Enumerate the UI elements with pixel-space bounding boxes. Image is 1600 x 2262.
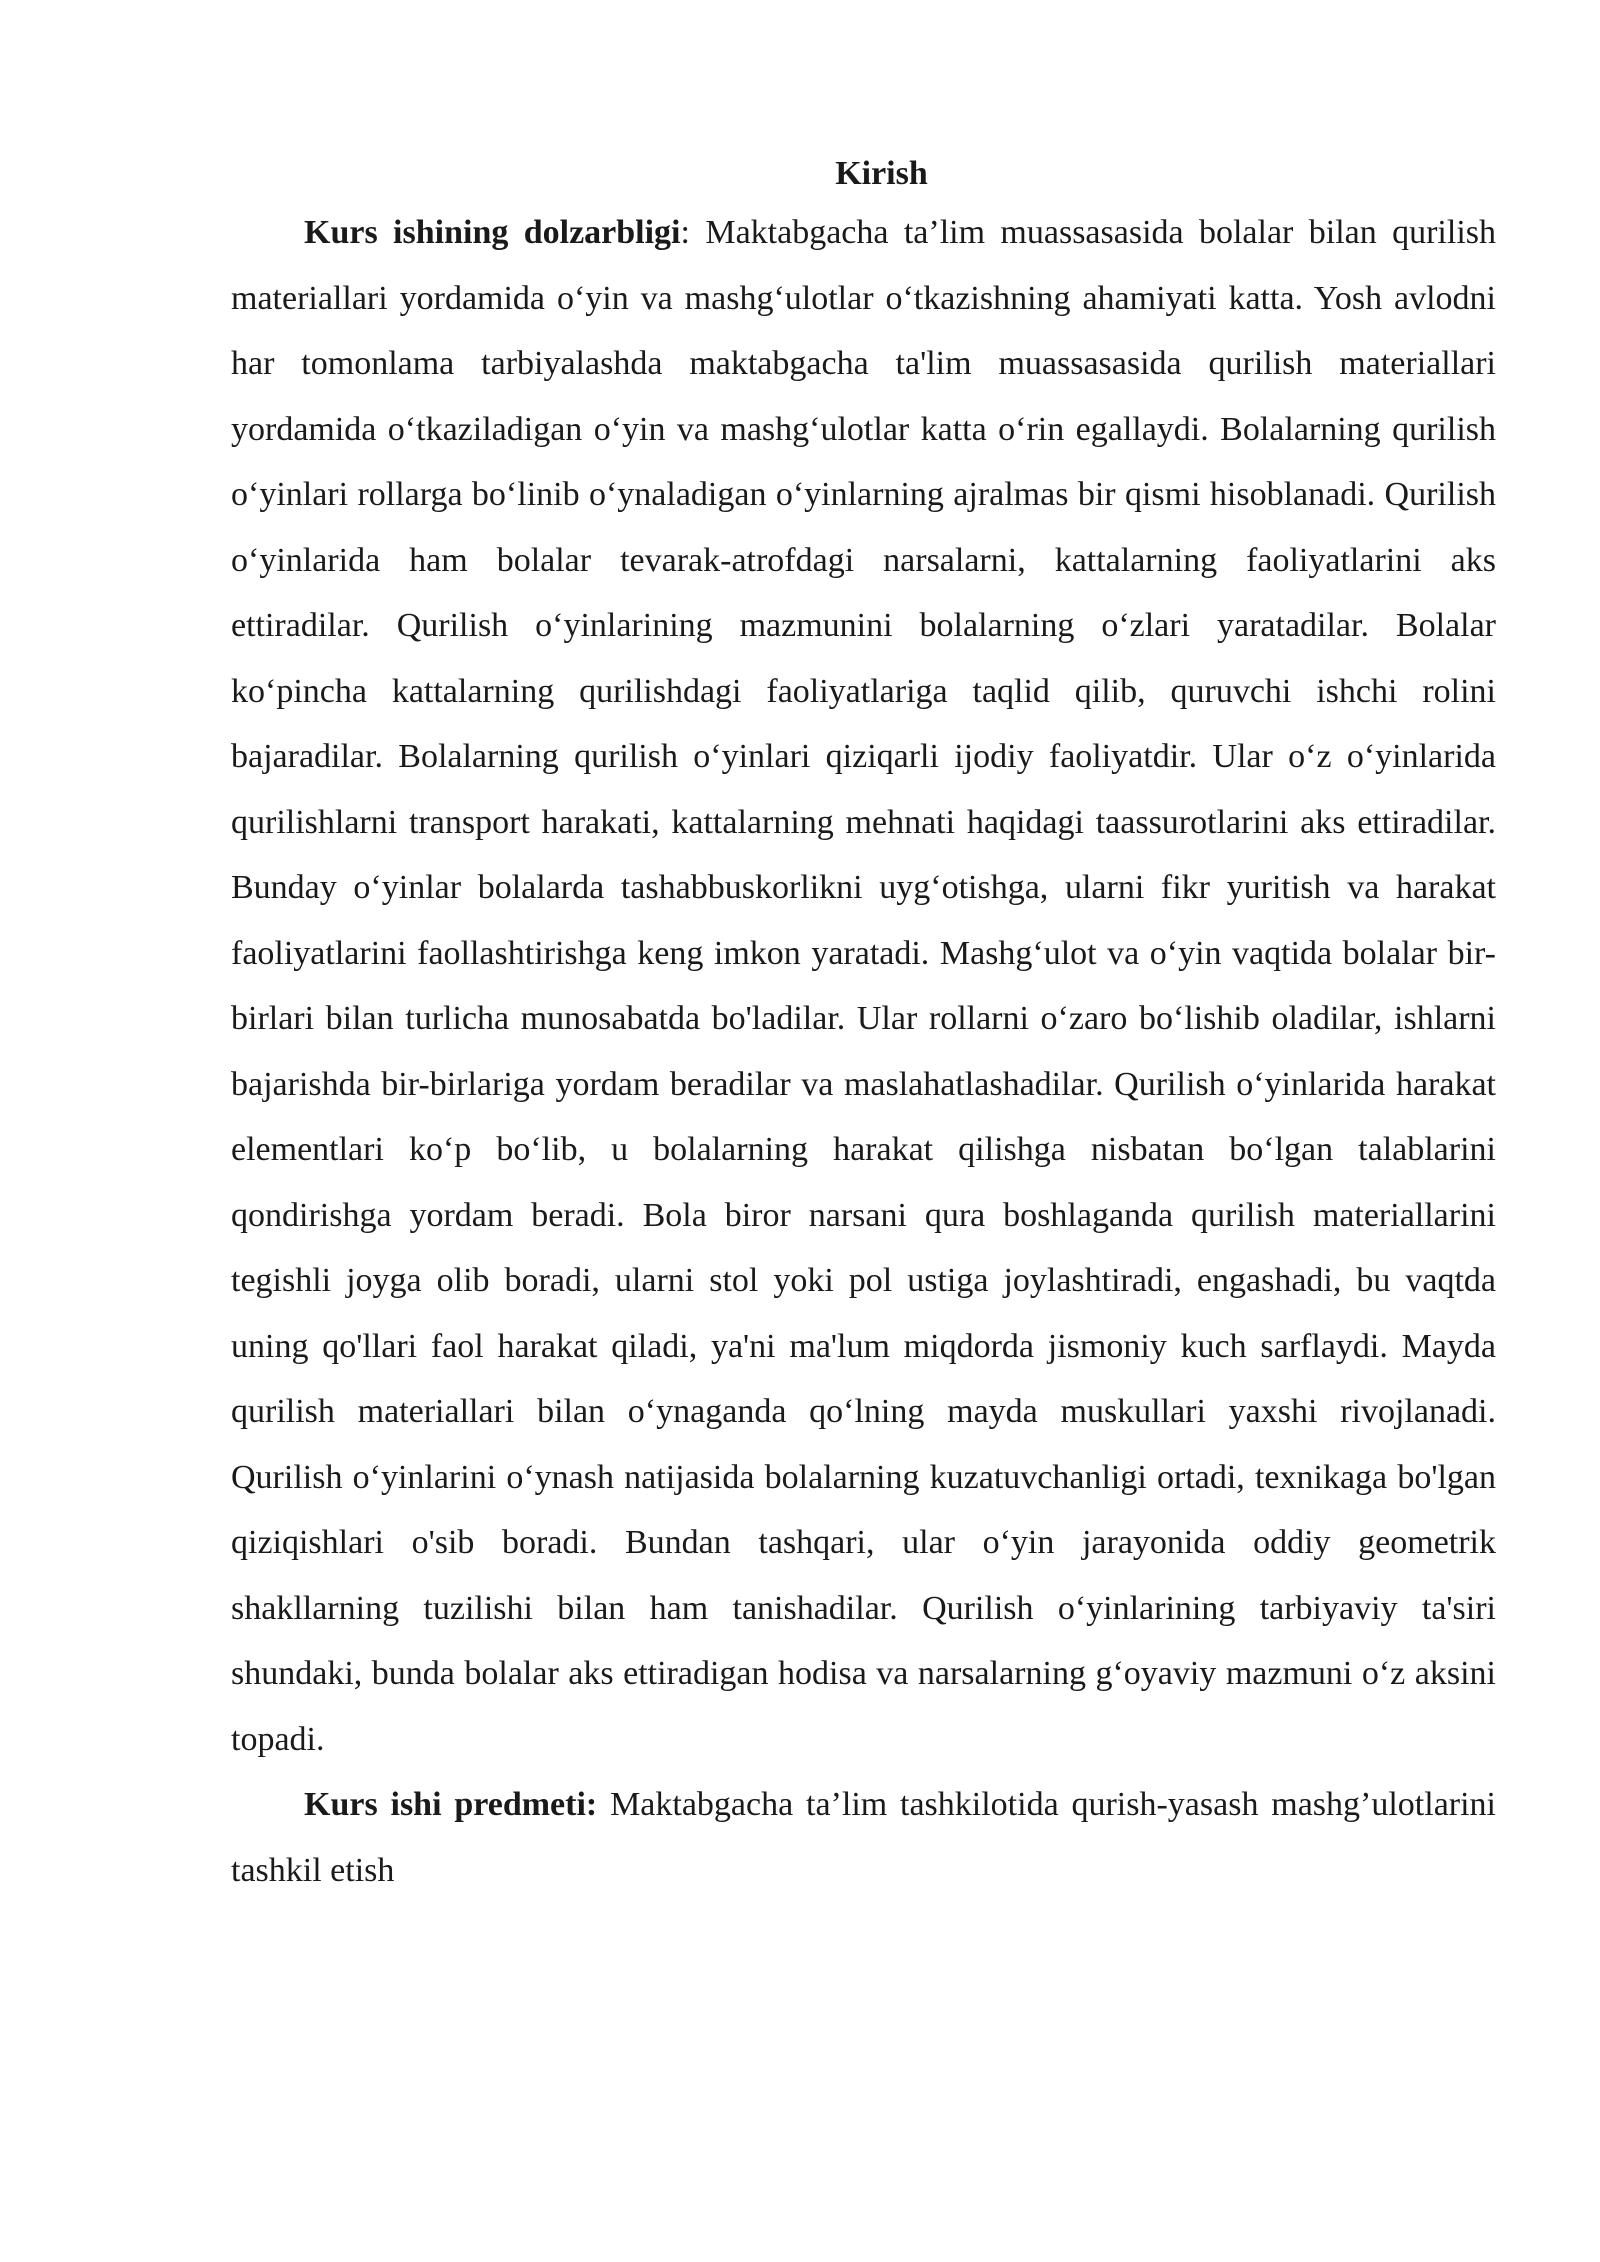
paragraph-relevance-separator: : [680,214,706,251]
document-page [231,148,1496,1903]
paragraph-subject-text: Maktabgacha ta’lim tashkilotida qurish-yasash mashg’ulotlarini tashkil etish [231,1786,1496,1889]
paragraph-subject-heading: Kurs ishi predmeti: [304,1786,598,1823]
paragraph-relevance [231,200,1496,1772]
document-title: Kirish [835,155,928,192]
paragraph-relevance-heading: Kurs ishining dolzarbligi [304,214,681,251]
paragraph-relevance-text: Maktabgacha ta’lim muassasasida bolalar bilan qurilish materiallari yordamida o‘yin va mashg‘ulotlar o‘tkazishning ahamiyati katta. Yosh avlodni har tomonlama tarbiyalashda maktabgacha ta'lim muassasasida qurilish materiallari yordamida o‘tkaziladigan o‘yin va mashg‘ulotlar katta o‘rin egallaydi. Bolalarning qurilish o‘yinlari rollarga bo‘linib o‘ynaladigan o‘yinlarning ajralmas bir qismi hisoblanadi. Qurilish o‘yinlarida ham bolalar tevarak-atrofdagi narsalarni, kattalarning faoliyatlarini aks ettiradilar. Qurilish o‘yinlarining mazmunini bolalarning o‘zlari yaratadilar. Bolalar ko‘pincha kattalarning qurilishdagi faoliyatlariga taqlid qilib, quruvchi ishchi rolini bajaradilar. Bolalarning qurilish o‘yinlari qiziqarli ijodiy faoliyatdir. Ular o‘z o‘yinlarida qurilishlarni transport harakati, kattalarning mehnati haqidagi taassurotlarini aks ettiradilar. Bunday o‘yinlar bolalarda tashabbuskorlikni uyg‘otishga, ularni fikr yuritish va harakat faoliyatlarini faollashtirishga keng imkon yaratadi. Mashg‘ulot va o‘yin vaqtida bolalar bir-birlari bilan turlicha munosabatda bo'ladilar. Ular rollarni o‘zaro bo‘lishib oladilar, ishlarni bajarishda bir-birlariga yordam beradilar va maslahatlashadilar. Qurilish o‘yinlarida harakat elementlari ko‘p bo‘lib, u bolalarning harakat qilishga nisbatan bo‘lgan talablarini qondirishga yordam beradi. Bola biror narsani qura boshlaganda qurilish materiallarini tegishli joyga olib boradi, ularni stol yoki pol ustiga joylashtiradi, engashadi, bu vaqtda uning qo'llari faol harakat qiladi, ya'ni ma'lum miqdorda jismoniy kuch sarflaydi. Mayda qurilish materiallari bilan o‘ynaganda qo‘lning mayda muskullari yaxshi rivojlanadi. Qurilish o‘yinlarini o‘ynash natijasida bolalarning kuzatuvchanligi ortadi, texnikaga bo'lgan qiziqishlari o'sib boradi. Bundan tashqari, ular o‘yin jarayonida oddiy geometrik shakllarning tuzilishi bilan ham tanishadilar. Qurilish o‘yinlarining tarbiyaviy ta'siri shundaki, bunda bolalar aks ettiradigan hodisa va narsalarning g‘oyaviy mazmuni o‘z aksini topadi. [231,214,1496,1758]
paragraph-subject-separator [597,1786,610,1823]
paragraph-subject [231,1772,1496,1903]
